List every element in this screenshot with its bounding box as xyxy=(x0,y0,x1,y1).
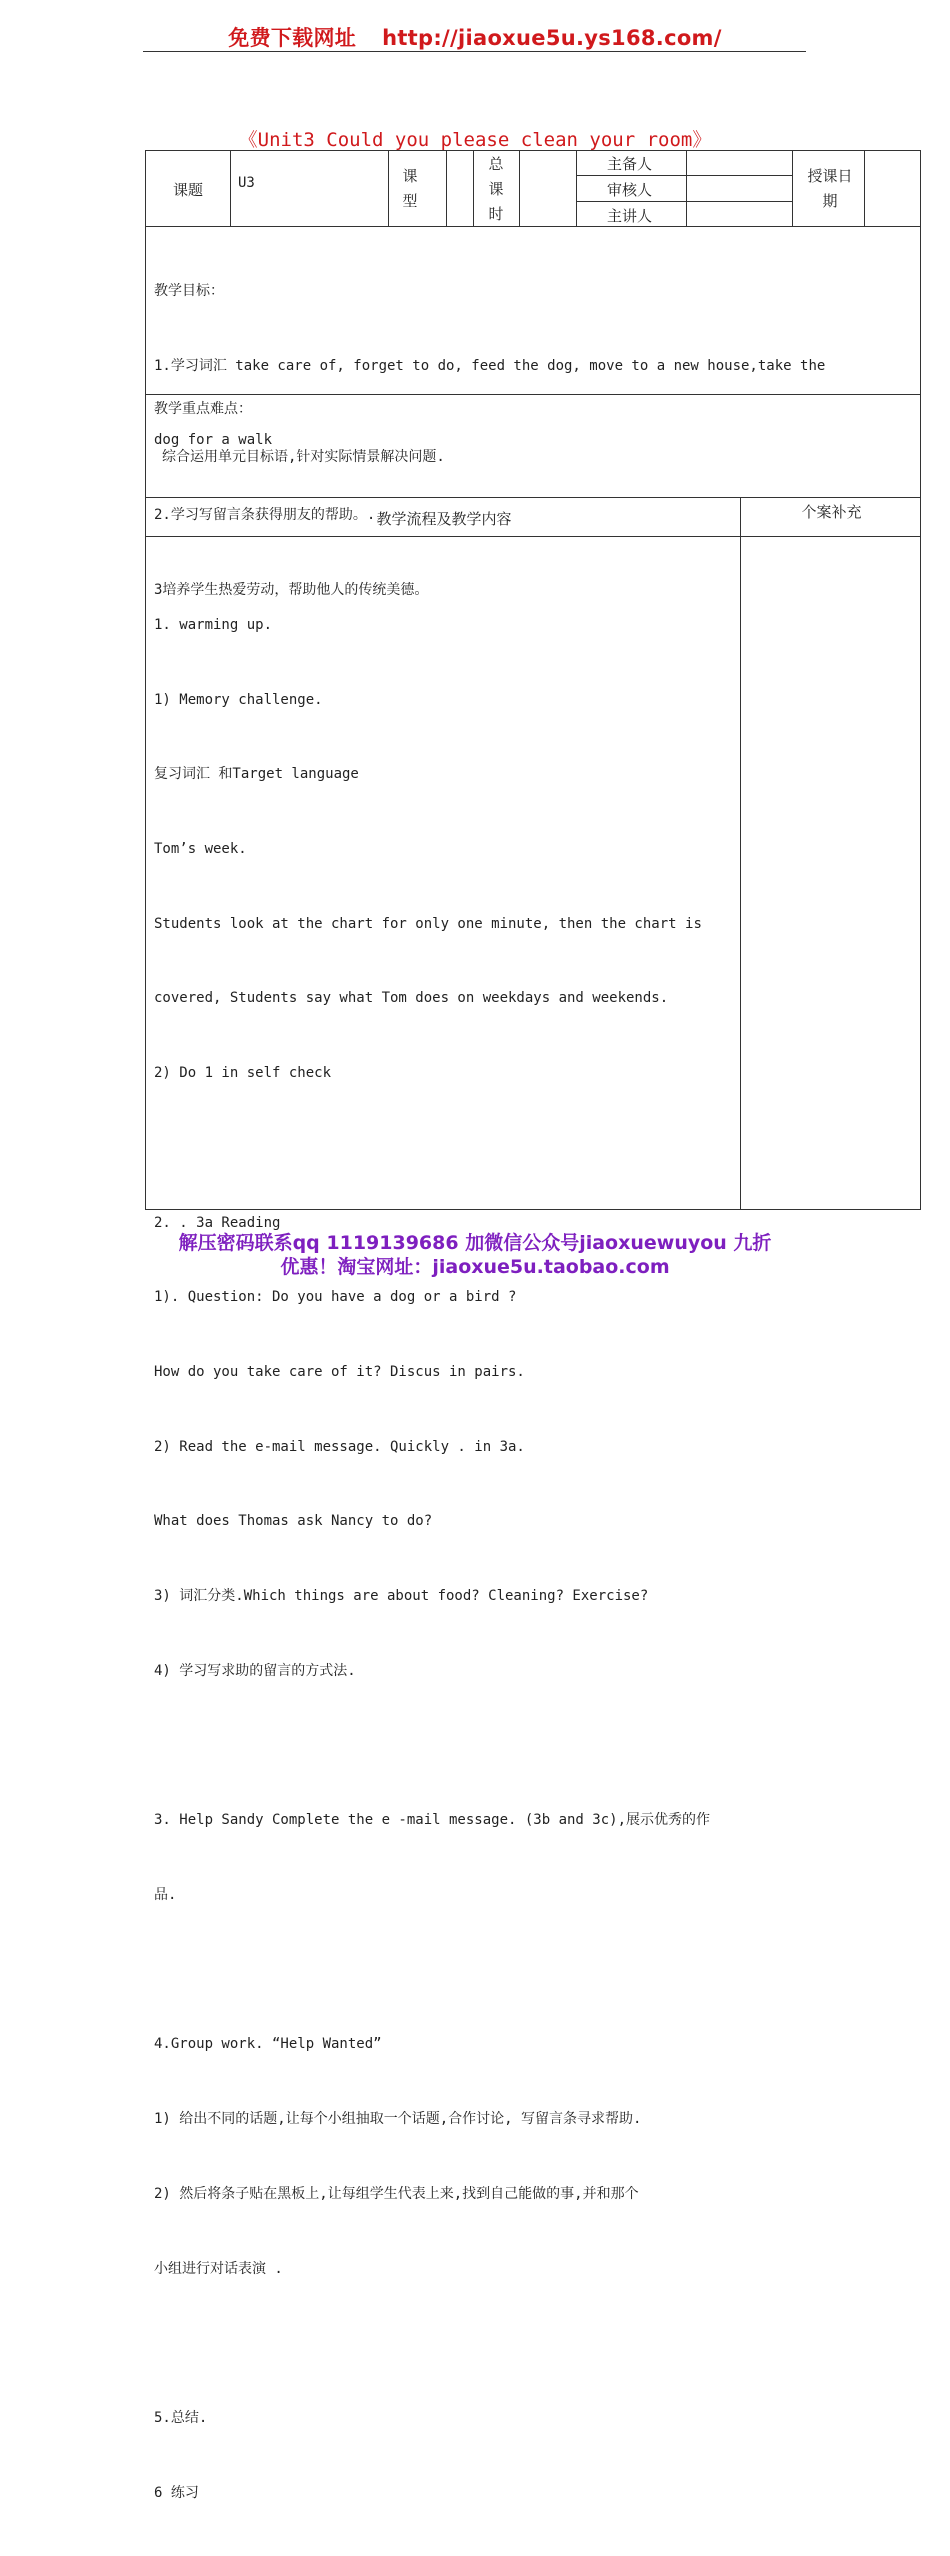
key-points-content: 综合运用单元目标语,针对实际情景解决问题. xyxy=(162,449,445,465)
objectives-heading: 教学目标： xyxy=(154,282,224,299)
preparer-value-cell xyxy=(686,150,793,176)
process-line: What does Thomas ask Nancy to do? xyxy=(154,1513,433,1530)
process-line: 1) Memory challenge. xyxy=(154,691,323,708)
header-banner xyxy=(0,22,950,52)
topic-value-cell xyxy=(230,150,389,227)
type-label-part: 课 xyxy=(402,167,418,185)
lecturer-label: 主讲人 xyxy=(607,207,653,225)
process-line: Students look at the chart for only one minute, then the chart is xyxy=(154,915,702,932)
supplement-heading-cell xyxy=(740,497,921,537)
date-label-cell xyxy=(792,150,865,227)
hours-label-part: 总 xyxy=(488,155,504,173)
key-points-heading: 教学重点难点： xyxy=(154,401,252,417)
process-line: 品. xyxy=(154,1887,177,1904)
process-line: 2) Read the e-mail message. Quickly . in 3a. xyxy=(154,1438,525,1455)
topic-label: 课题 xyxy=(173,181,204,199)
process-line: covered, Students say what Tom does on weekdays and weekends. xyxy=(154,990,669,1007)
type-label xyxy=(400,164,420,214)
footer-line-1: 解压密码联系qq 1119139686 加微信公众号jiaoxuewuyou 九折 xyxy=(178,1232,772,1254)
process-line xyxy=(154,1734,710,1759)
hours-value-cell xyxy=(519,150,577,227)
objectives-line: 2.学习写留言条获得朋友的帮助。. xyxy=(154,506,376,523)
date-label-part: 授课日 xyxy=(807,167,853,185)
hours-label-part: 课 xyxy=(488,180,504,198)
process-line: 6 练习 xyxy=(154,2484,199,2501)
reviewer-value-cell xyxy=(686,175,793,202)
lecturer-value-cell xyxy=(686,201,793,227)
process-line: 4.Group work. “Help Wanted” xyxy=(154,2036,382,2053)
process-line: 1). Question: Do you have a dog or a bird ? xyxy=(154,1289,517,1306)
document-title: 《Unit3 Could you please clean your room》 xyxy=(238,129,712,151)
supplement-heading: 个案补充 xyxy=(801,503,862,521)
supplement-content-cell xyxy=(740,536,921,1210)
process-line: 5.总结. xyxy=(154,2410,208,2427)
type-value-cell xyxy=(446,150,474,227)
process-line: 2) 然后将条子贴在黑板上,让每组学生代表上来,找到自己能做的事,并和那个 xyxy=(154,2185,639,2202)
process-line xyxy=(154,2331,710,2356)
process-line: 1. warming up. xyxy=(154,616,273,633)
type-label-cell xyxy=(388,150,447,227)
process-heading: 教学流程及教学内容 xyxy=(376,510,512,528)
process-line: 4) 学习写求助的留言的方式法. xyxy=(154,1662,356,1679)
process-line: 2) Do 1 in self check xyxy=(154,1065,332,1082)
topic-label-cell xyxy=(145,150,231,227)
header-divider xyxy=(143,51,806,52)
process-line xyxy=(154,1136,710,1161)
objectives-line: 3培养学生热爱劳动，帮助他人的传统美德。 xyxy=(154,581,429,598)
key-points-cell xyxy=(145,394,921,498)
header-url-link[interactable]: http://jiaoxue5u.ys168.com/ xyxy=(382,26,722,50)
hours-label-cell xyxy=(473,150,520,227)
process-heading-cell xyxy=(145,497,741,537)
process-line: Tom’s week. xyxy=(154,840,247,857)
process-line: 1) 给出不同的话题,让每个小组抽取一个话题,合作讨论, 写留言条寻求帮助. xyxy=(154,2111,642,2128)
process-line: 3. Help Sandy Complete the e -mail message. (3b and 3c),展示优秀的作 xyxy=(154,1812,711,1829)
date-label-part: 期 xyxy=(822,192,838,210)
type-label-part: 型 xyxy=(402,192,418,210)
preparer-label-cell xyxy=(576,150,687,176)
objectives-line: 1.学习词汇 take care of, forget to do, feed the dog, move to a new house,take the xyxy=(154,357,826,374)
preparer-label: 主备人 xyxy=(607,155,653,173)
footer-line-2: 优惠！淘宝网址：jiaoxue5u.taobao.com xyxy=(280,1256,670,1278)
lecturer-label-cell xyxy=(576,201,687,227)
process-line: 3) 词汇分类.Which things are about food? Cleaning? Exercise? xyxy=(154,1588,649,1605)
date-value-cell xyxy=(864,150,921,227)
process-line: 小组进行对话表演 . xyxy=(154,2260,283,2277)
hours-label-part: 时 xyxy=(488,205,504,223)
date-label xyxy=(805,164,855,214)
process-line: 2. . 3a Reading xyxy=(154,1214,281,1231)
objectives-line: dog for a walk xyxy=(154,432,273,449)
process-line: 复习词汇 和Target language xyxy=(154,766,359,783)
header-label: 免费下载网址 xyxy=(228,26,357,50)
topic-value: U3 xyxy=(238,175,255,191)
process-line: How do you take care of it? Discus in pairs. xyxy=(154,1364,525,1380)
process-line xyxy=(154,1958,710,1983)
reviewer-label: 审核人 xyxy=(607,181,653,199)
process-lines xyxy=(154,563,710,2556)
hours-label xyxy=(486,152,506,227)
reviewer-label-cell xyxy=(576,175,687,202)
